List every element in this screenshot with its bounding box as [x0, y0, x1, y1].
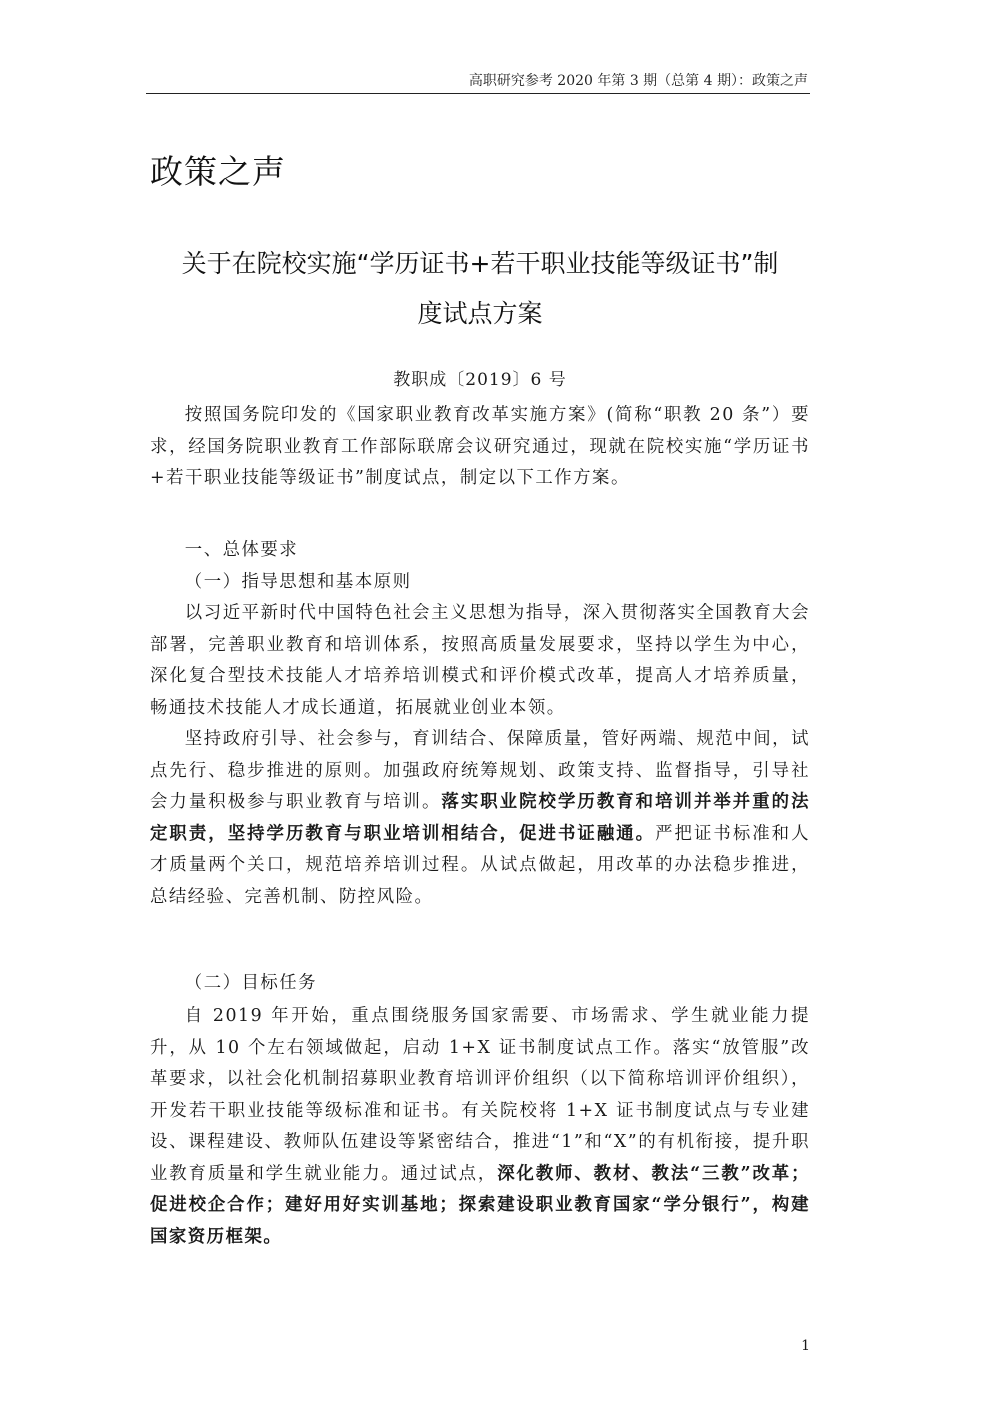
document-title-line-1: 关于在院校实施“学历证书+若干职业技能等级证书”制: [181, 249, 779, 278]
intro-paragraph: 按照国务院印发的《国家职业教育改革实施方案》(简称“职教 20 条”）要求，经国务院职业教育工作部际联席会议研究通过，现就在院校实施“学历证书+若干职业技能等级证书”制度试点，制定以下工作方案。: [150, 405, 810, 488]
heading-general-requirements: 一、总体要求: [184, 540, 299, 560]
header-rule: [146, 93, 810, 94]
principles-text-a: 坚持政府引导、社会参与，育训结合、保障质量，管好两端、规范中间，试点先行、稳步推进的原则。加强政府统筹规划、政策支持、监督指导，引导社会力量积极参与职业教育与培训。: [150, 729, 810, 812]
document-title-line-2: 度试点方案: [417, 299, 543, 328]
document-number: 教职成〔2019〕6 号: [393, 370, 567, 390]
heading-guiding-principles: （一）指导思想和基本原则: [184, 572, 412, 592]
principles-text-b: 落实职业院校学历教育和培训并举并重的法定职责，坚持学历教育与职业培训相结合，促进书证融通。: [150, 792, 810, 844]
page-number: 1: [801, 1338, 810, 1354]
goals-text-a: 自 2019 年开始，重点围绕服务国家需要、市场需求、学生就业能力提升，从 10 个左右领域做起，启动 1+X 证书制度试点工作。落实“放管服”改革要求，以社会化机制招募职业教育培训评价组织（以下简称培训评价组织），开发若干职业技能等级标准和证书。有关院校将 1+X 证书制度试点与专业建设、课程建设、教师队伍建设等紧密结合，推进“1”和“X”的有机衔接，提升职业教育质量和学生就业能力。通过试点，: [150, 1006, 810, 1184]
principles-paragraph: [150, 724, 810, 913]
section-title: 政策之声: [150, 152, 286, 191]
goals-tasks-paragraph: [150, 1001, 810, 1253]
principles-text-c: 严把证书标准和人才质量两个关口，规范培养培训过程。从试点做起，用改革的办法稳步推进，总结经验、完善机制、防控风险。: [150, 823, 810, 907]
goals-text-b: 深化教师、教材、教法“三教”改革；促进校企合作；建好用好实训基地；探索建设职业教育国家“学分银行”，构建国家资历框架。: [150, 1163, 810, 1247]
guiding-principles-block: [150, 598, 810, 913]
guiding-ideology-paragraph: 以习近平新时代中国特色社会主义思想为指导，深入贯彻落实全国教育大会部署，完善职业教育和培训体系，按照高质量发展要求，坚持以学生为中心，深化复合型技术技能人才培养培训模式和评价模式改革，提高人才培养质量，畅通技术技能人才成长通道，拓展就业创业本领。: [150, 603, 810, 718]
running-header: 高职研究参考 2020 年第 3 期（总第 4 期）：政策之声: [468, 73, 808, 89]
heading-goals-tasks: （二）目标任务: [184, 973, 318, 993]
goals-tasks-block: [150, 1001, 810, 1253]
intro-block: [150, 400, 810, 495]
document-title: [150, 239, 810, 339]
